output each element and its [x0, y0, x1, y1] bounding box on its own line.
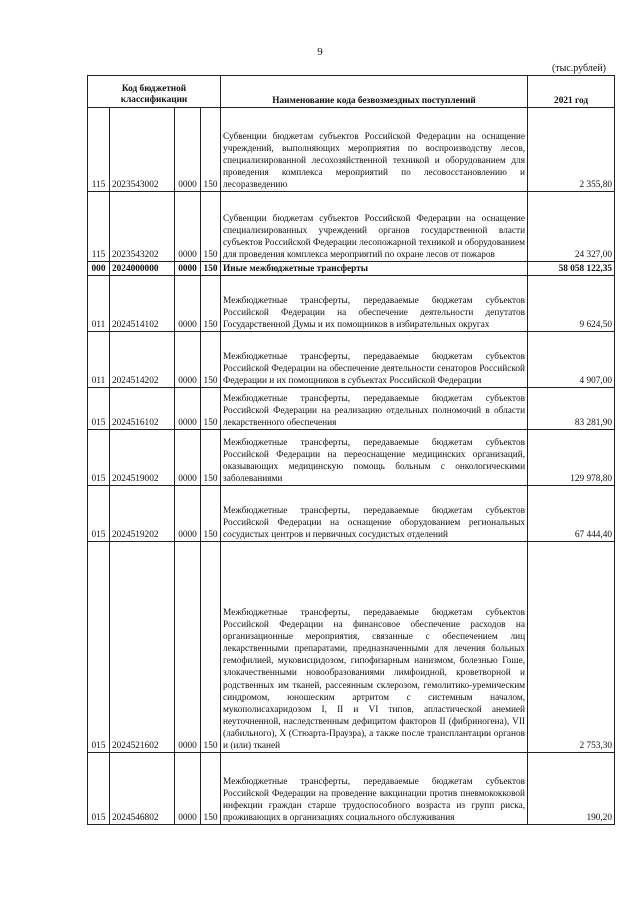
kosgu-code-cell: 150	[201, 430, 221, 486]
subtype-code-cell: 0000	[175, 753, 201, 825]
table-body	[88, 108, 615, 825]
subtype-code-cell: 0000	[175, 108, 201, 192]
amount-cell: 129 978,80	[528, 430, 615, 486]
revenue-name-cell: Межбюджетные трансферты, передаваемые бюджетам субъектов Российской Федерации на проведение вакцинации против пневмококковой инфекции граждан старше трудоспособного возраста из групп риска, проживающих в организациях социального обслуживания	[221, 753, 528, 825]
subtype-code-cell: 0000	[175, 542, 201, 753]
admin-code-cell: 011	[88, 276, 110, 332]
revenue-name-cell: Межбюджетные трансферты, передаваемые бюджетам субъектов Российской Федерации на финансовое обеспечение расходов на организационные мероприятия, связанные с обеспечением лиц лекарственными препаратами, предназначенными для лечения больных гемофилией, муковисцидозом, гипофизарным нанизмом, болезнью Гоше, злокачественными новообразованиями лимфоидной, кроветворной и родственных им тканей, рассеянным склерозом, гемолитико-уремическим синдромом, юношеским артритом с системным началом, мукополисахаридозом I, II и VI типов, апластической анемией неуточненной, наследственным дефицитом факторов II (фибриногена), VII (лабильного), X (Стюарта-Праузра), а также после трансплантации органов и (или) тканей	[221, 542, 528, 753]
amount-cell: 58 058 122,35	[528, 262, 615, 276]
classification-code-cell: 2023543002	[110, 108, 175, 192]
revenue-name-cell: Межбюджетные трансферты, передаваемые бюджетам субъектов Российской Федерации на переоснащение медицинских организаций, оказывающих медицинскую помощь больным с онкологическими заболеваниями	[221, 430, 528, 486]
subtype-code-cell: 0000	[175, 192, 201, 262]
header-budget-code: Код бюджетной классификации	[88, 76, 221, 108]
kosgu-code-cell: 150	[201, 262, 221, 276]
table-row	[88, 753, 615, 825]
classification-code-cell: 2024519002	[110, 430, 175, 486]
revenue-name-cell: Межбюджетные трансферты, передаваемые бюджетам субъектов Российской Федерации на оснащение оборудованием региональных сосудистых центров и первичных сосудистых отделений	[221, 486, 528, 542]
admin-code-cell: 011	[88, 332, 110, 388]
admin-code-cell: 015	[88, 753, 110, 825]
table-row	[88, 332, 615, 388]
amount-cell: 190,20	[528, 753, 615, 825]
classification-code-cell: 2024521602	[110, 542, 175, 753]
admin-code-cell: 115	[88, 192, 110, 262]
subtype-code-cell: 0000	[175, 486, 201, 542]
subtype-code-cell: 0000	[175, 262, 201, 276]
revenue-name-cell: Иные межбюджетные трансферты	[221, 262, 528, 276]
header-name: Наименование кода безвозмездных поступлений	[221, 76, 528, 108]
admin-code-cell: 015	[88, 388, 110, 430]
budget-table	[87, 75, 615, 825]
revenue-name-cell: Субвенции бюджетам субъектов Российской Федерации на оснащение учреждений, выполняющих мероприятия по воспроизводству лесов, специализированной лесохозяйственной техникой и оборудованием для проведения комплекса мероприятий по лесовосстановлению и лесоразведению	[221, 108, 528, 192]
kosgu-code-cell: 150	[201, 486, 221, 542]
table-row	[88, 486, 615, 542]
classification-code-cell: 2023543202	[110, 192, 175, 262]
table-row	[88, 388, 615, 430]
kosgu-code-cell: 150	[201, 332, 221, 388]
subtype-code-cell: 0000	[175, 276, 201, 332]
amount-cell: 83 281,90	[528, 388, 615, 430]
revenue-name-cell: Межбюджетные трансферты, передаваемые бюджетам субъектов Российской Федерации на реализацию отдельных полномочий в области лекарственного обеспечения	[221, 388, 528, 430]
classification-code-cell: 2024546802	[110, 753, 175, 825]
admin-code-cell: 015	[88, 486, 110, 542]
admin-code-cell: 015	[88, 542, 110, 753]
admin-code-cell: 000	[88, 262, 110, 276]
units-label: (тыс.рублей)	[551, 63, 606, 74]
kosgu-code-cell: 150	[201, 192, 221, 262]
admin-code-cell: 015	[88, 430, 110, 486]
table-row	[88, 542, 615, 753]
table-row	[88, 262, 615, 276]
kosgu-code-cell: 150	[201, 108, 221, 192]
table-row	[88, 276, 615, 332]
page-number: 9	[317, 46, 323, 58]
table-row	[88, 430, 615, 486]
subtype-code-cell: 0000	[175, 388, 201, 430]
kosgu-code-cell: 150	[201, 388, 221, 430]
header-year: 2021 год	[528, 76, 615, 108]
table-row	[88, 108, 615, 192]
amount-cell: 2 355,80	[528, 108, 615, 192]
classification-code-cell: 2024516102	[110, 388, 175, 430]
amount-cell: 2 753,30	[528, 542, 615, 753]
classification-code-cell: 2024514102	[110, 276, 175, 332]
revenue-name-cell: Межбюджетные трансферты, передаваемые бюджетам субъектов Российской Федерации на обеспечение деятельности депутатов Государственной Думы и их помощников в избирательных округах	[221, 276, 528, 332]
table-header-row	[88, 76, 615, 108]
admin-code-cell: 115	[88, 108, 110, 192]
classification-code-cell: 2024519202	[110, 486, 175, 542]
classification-code-cell: 2024514202	[110, 332, 175, 388]
kosgu-code-cell: 150	[201, 753, 221, 825]
kosgu-code-cell: 150	[201, 542, 221, 753]
subtype-code-cell: 0000	[175, 430, 201, 486]
kosgu-code-cell: 150	[201, 276, 221, 332]
amount-cell: 67 444,40	[528, 486, 615, 542]
amount-cell: 4 907,00	[528, 332, 615, 388]
revenue-name-cell: Субвенции бюджетам субъектов Российской Федерации на оснащение специализированных учреждений органов государственной власти субъектов Российской Федерации лесопожарной техникой и оборудованием для проведения комплекса мероприятий по охране лесов от пожаров	[221, 192, 528, 262]
revenue-name-cell: Межбюджетные трансферты, передаваемые бюджетам субъектов Российской Федерации на обеспечение деятельности сенаторов Российской Федерации и их помощников в субъектах Российской Федерации	[221, 332, 528, 388]
classification-code-cell: 2024000000	[110, 262, 175, 276]
table-row	[88, 192, 615, 262]
amount-cell: 24 327,00	[528, 192, 615, 262]
subtype-code-cell: 0000	[175, 332, 201, 388]
amount-cell: 9 624,50	[528, 276, 615, 332]
